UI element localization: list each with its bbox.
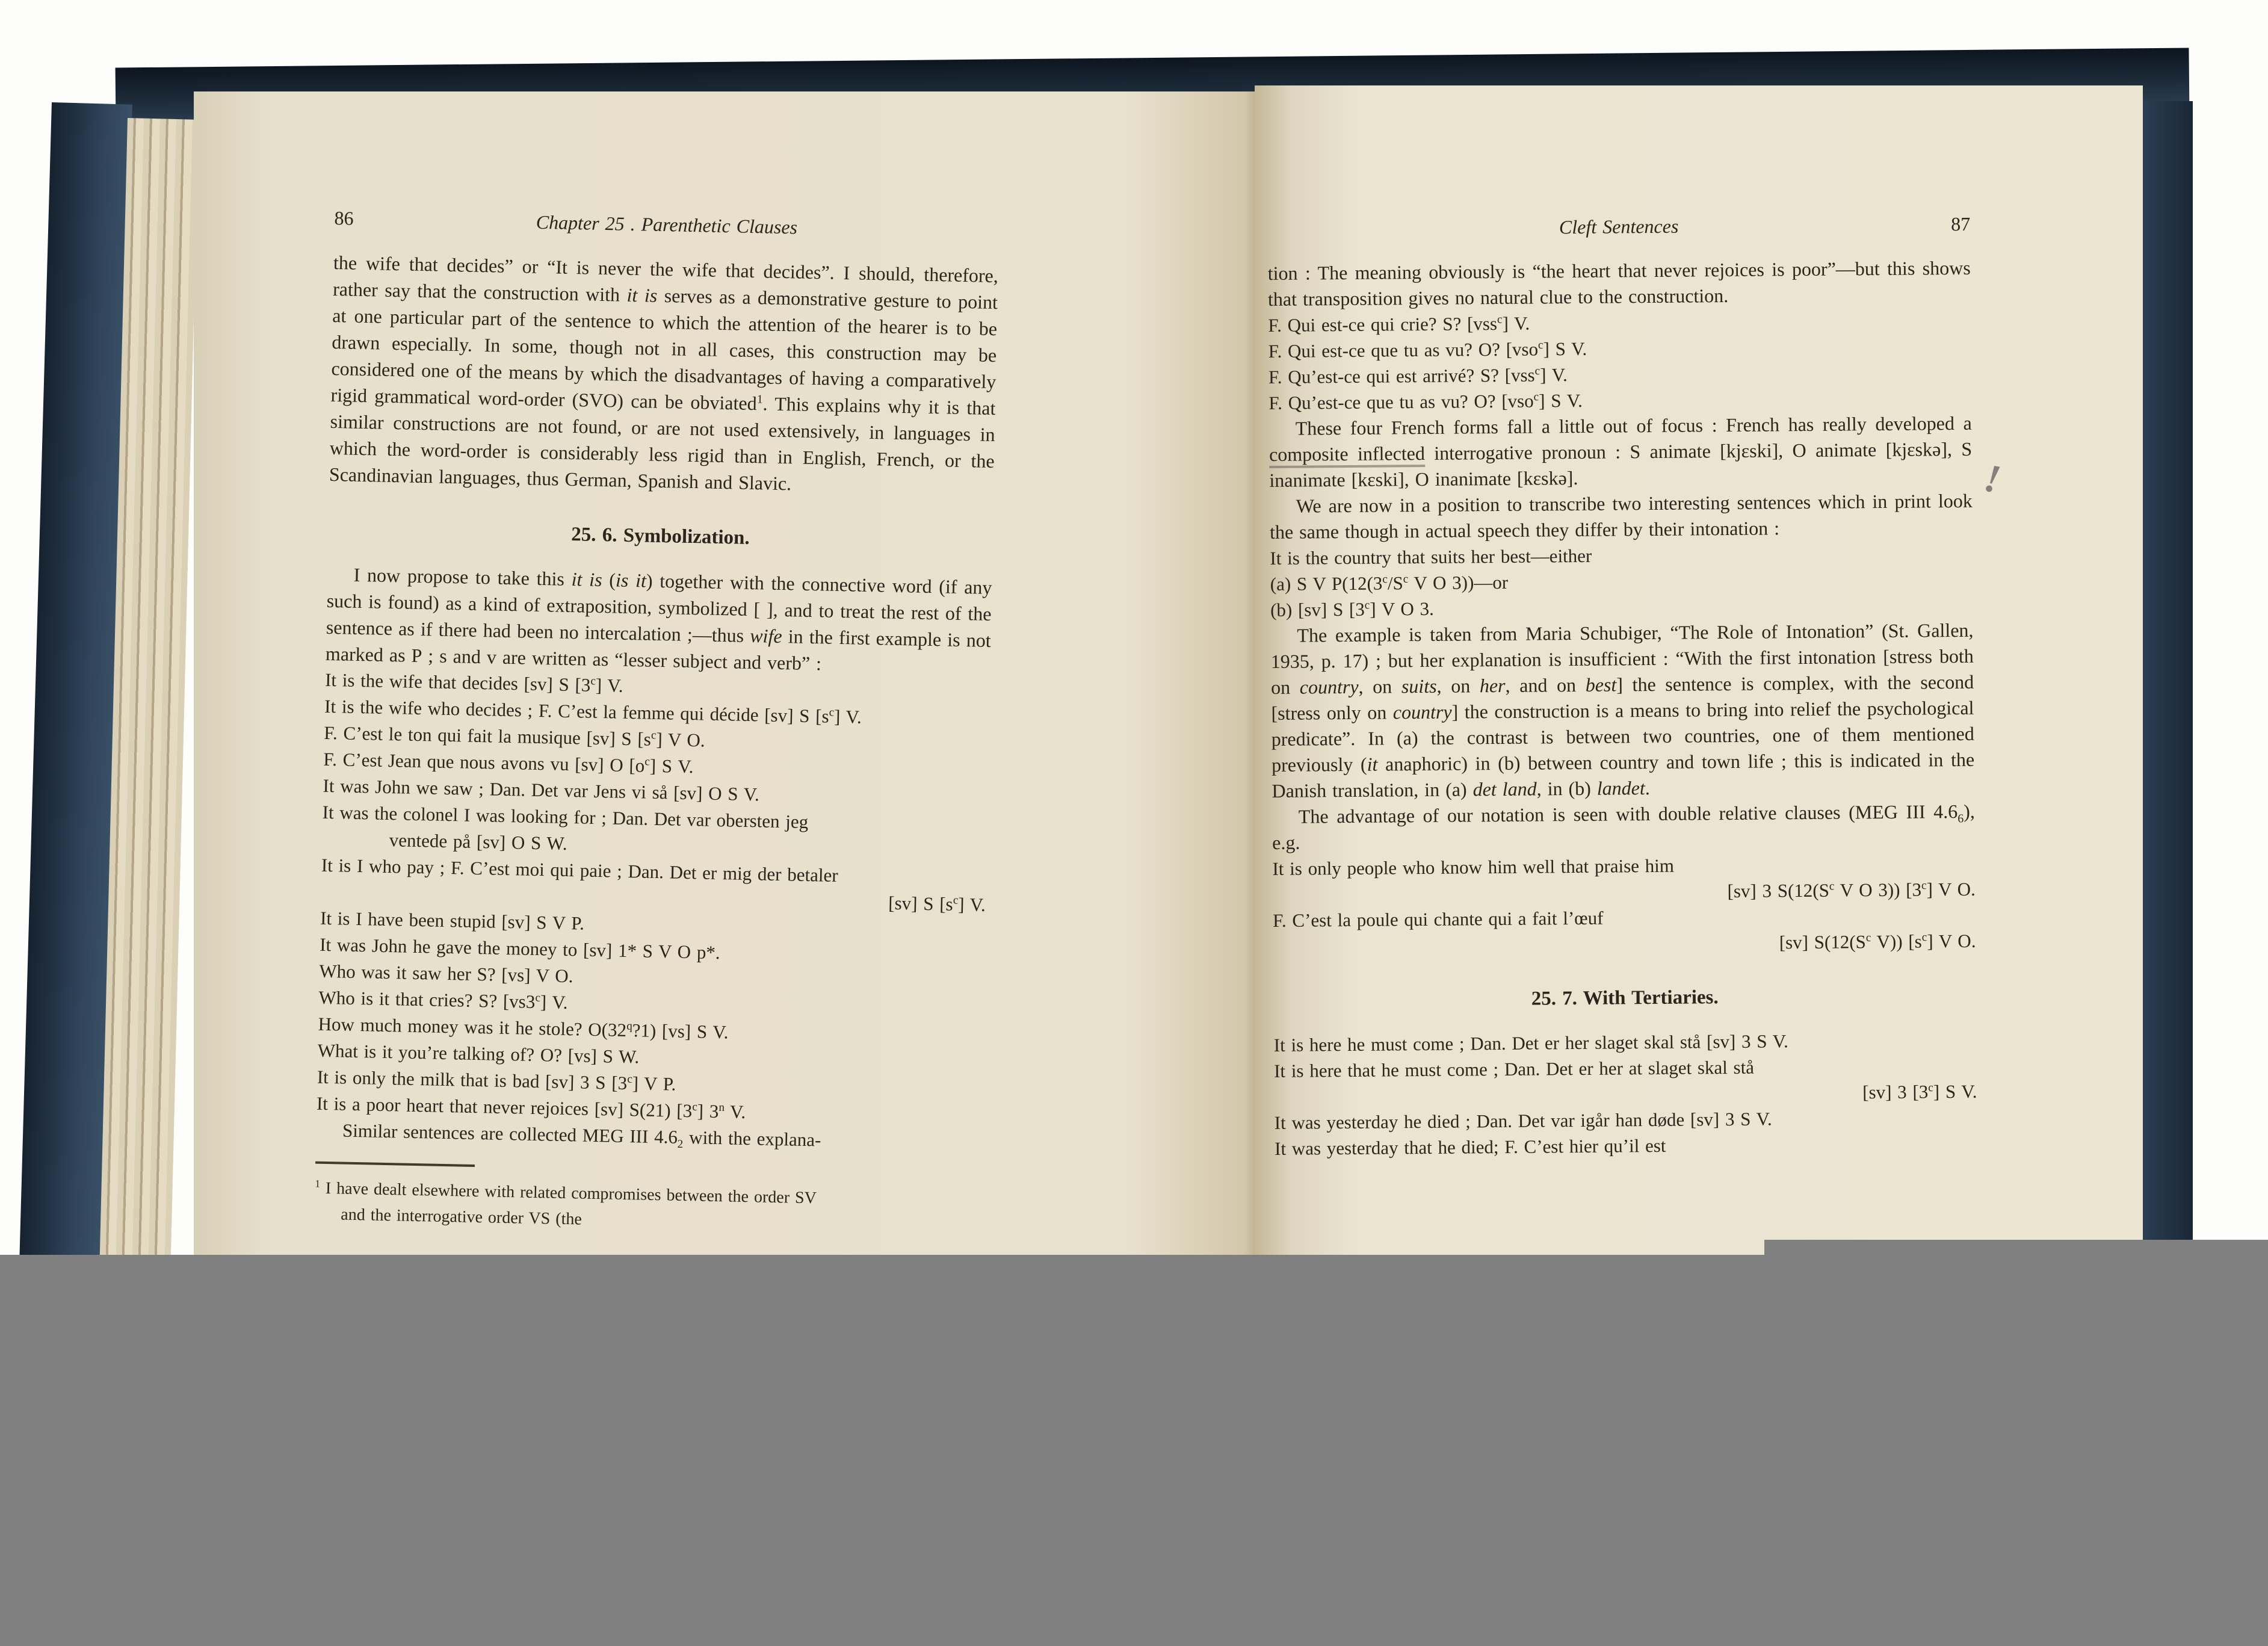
example-line: [sv] S $[s^c]$ V.	[888, 892, 986, 915]
example-line: It is I have been stupid [sv] S V P.	[320, 907, 585, 934]
footnote-line: and the interrogative order VS (the	[341, 1205, 582, 1229]
example-line: It is only people who know him well that praise him	[1272, 855, 1675, 879]
example-line: It was yesterday he died ; Dan. Det var igår han døde [sv] 3 S V.	[1274, 1108, 1772, 1133]
example-line: It is only the milk that is bad [sv] 3 S [3$^c$] V P.	[317, 1066, 676, 1095]
example-line: F. Qu’est-ce qui est arrivé? S? [vss$^c$] V.	[1268, 364, 1568, 388]
censor-bar-step	[1764, 1240, 2268, 1255]
example-line: [sv] $S(12(S^c$ V)) $[s^c]$ V O.	[1779, 930, 1976, 953]
example-line: It is the wife that decides [sv] S [3$^c$] V.	[324, 669, 623, 696]
footnote-rule	[315, 1162, 475, 1167]
book-cover-right	[2137, 101, 2193, 1257]
paragraph: the wife that decides” or “It is never the wife that decides”. I should, therefore, rather say that the construction with it is serves as a demonstrative gesture to point at one particular part of the sentence to which the attention of the hearer is to be drawn especially. In some, though not in all cases, this construction may be considered one of the means by which the disadvantages of having a comparatively rigid grammatical word-order (SVO) can be obviated$^1$. This explains why it is that similar constructions are not found, or are not used extensively, in languages in which the word-order is considerably less rigid than in English, French, or the Scandinavian languages, thus German, Spanish and Slavic.	[329, 251, 999, 495]
example-line: It is I who pay ; F. C’est moi qui paie ; Dan. Det er mig der betaler	[321, 854, 839, 886]
example-line: F. Qui est-ce que tu as vu? O? [vso$^c$] S V.	[1268, 338, 1587, 362]
example-line: ventede på [sv] O S W.	[389, 829, 567, 854]
example-line: It is a poor heart that never rejoices [sv] S(21) [3$^c$] 3$^n$ V.	[316, 1092, 746, 1123]
example-line: (b) [sv] S [3$^c$] V O 3.	[1270, 598, 1434, 620]
paragraph: Similar sentences are collected MEG III $4.6_2$ with the explana-	[342, 1119, 821, 1151]
paragraph: We are now in a position to transcribe two interesting sentences which in print look the same though in actual speech they differ by their intonation :	[1269, 489, 1973, 543]
example-line: (a) S V $P(12(3^c/S^c$ V O 3))—or	[1270, 571, 1509, 595]
right-page-text	[1267, 211, 1977, 1162]
page-number: 86	[334, 206, 354, 229]
left-page-text	[314, 205, 1000, 1241]
example-line: F. C’est Jean que nous avons vu [sv] O $[o^c]$ S V.	[323, 748, 694, 778]
running-title: Chapter 25 . Parenthetic Clauses	[536, 211, 798, 238]
example-line: It is here that he must come ; Dan. Det er her at slaget skal stå	[1274, 1056, 1755, 1081]
example-line: It is the country that suits her best—either	[1270, 545, 1592, 569]
header-spacer	[921, 237, 999, 238]
running-title: Cleft Sentences	[1559, 215, 1679, 238]
example-line: Who was it saw her S? [vs] V O.	[319, 960, 573, 987]
paragraph: The example is taken from Maria Schubiger, “The Role of Intonation” (St. Gallen, 1935, p. 17) ; but her explanation is insufficient : “With the first intonation [stress both on country, on suits, on her, and on best] the sentence is complex, with the second [stress only on country] the construction is a means to bring into relief the psychological predicate”. In (a) the contrast is between two countries, one of them mentioned previously (it anaphoric) in (b) between country and town life ; this is indicated in the Danish translation, in (a) det land, in (b) landet.	[1270, 619, 1975, 802]
right-page-body	[1268, 255, 1978, 1162]
paragraph: I now propose to take this it is (is it) together with the connective word (if any such is found) as a kind of extraposition, symbolized [ ], and to treat the rest of the sentence as if there had been no intercalation ;—thus wife in the first example is not marked as P ; s and v are written as “lesser subject and verb” :	[325, 563, 992, 675]
paragraph: tion : The meaning obviously is “the heart that never rejoices is poor”—but this shows that transposition gives no natural clue to the construction.	[1267, 256, 1971, 310]
right-page-header	[1267, 211, 1970, 243]
paragraph: These four French forms fall a little out of focus : French has really developed a composite inflected interrogative pronoun : S animate [kjɛski], O animate [kjɛskə], S inanimate [kɛski], O inanimate [kɛskə].	[1268, 412, 1973, 491]
pencil-exclamation-annotation: !	[1980, 456, 2004, 502]
footnote-line: $^1$ I have dealt elsewhere with related compromises between the order SV	[315, 1178, 817, 1208]
example-line: It is here he must come ; Dan. Det er her slaget skal stå [sv] 3 S V.	[1273, 1030, 1788, 1056]
example-line: It was John he gave the money to [sv] 1* S V O p*.	[319, 933, 720, 964]
example-line: F. Qu’est-ce que tu as vu? O? [vso$^c$] S V.	[1268, 389, 1583, 413]
section-heading: 25. 7. With Tertiaries.	[1531, 986, 1719, 1010]
example-line: How much money was it he stole? O(32$^q$?1) [vs] S V.	[318, 1013, 729, 1043]
censor-bar	[0, 1255, 2268, 1646]
page-number: 87	[1950, 212, 1971, 235]
paragraph: The advantage of our notation is seen with double relative clauses (MEG III $4.6_6$), e.g.	[1272, 800, 1975, 853]
example-line: [sv] 3 $S(12(S^c$ V O 3)) [3$^c$] V O.	[1727, 878, 1976, 902]
example-line: It was the colonel I was looking for ; Dan. Det var obersten jeg	[322, 801, 809, 833]
example-line: What is it you’re talking of? O? [vs] S W.	[317, 1039, 640, 1068]
example-line: Who is it that cries? S? [vs3$^c$] V.	[318, 986, 568, 1013]
example-line: F. Qui est-ce qui crie? S? [vss$^c$] V.	[1268, 312, 1530, 336]
example-line: It was John we saw ; Dan. Det var Jens vi så [sv] O S V.	[323, 775, 760, 805]
example-line: F. C’est le ton qui fait la musique [sv] S $[s^c]$ V O.	[324, 722, 705, 751]
header-spacer	[1267, 235, 1346, 236]
example-line: [sv] 3 [3$^c$] S V.	[1862, 1080, 1977, 1103]
example-line: It is the wife who decides ; F. C’est la femme qui décide [sv] S $[s^c]$ V.	[324, 695, 862, 728]
example-line: It was yesterday that he died; F. C’est hier qu’il est	[1275, 1134, 1666, 1159]
left-page-body	[314, 249, 998, 1241]
section-heading: 25. 6. Symbolization.	[570, 524, 750, 549]
example-line: F. C’est la poule qui chante qui a fait l’œuf	[1273, 907, 1604, 931]
